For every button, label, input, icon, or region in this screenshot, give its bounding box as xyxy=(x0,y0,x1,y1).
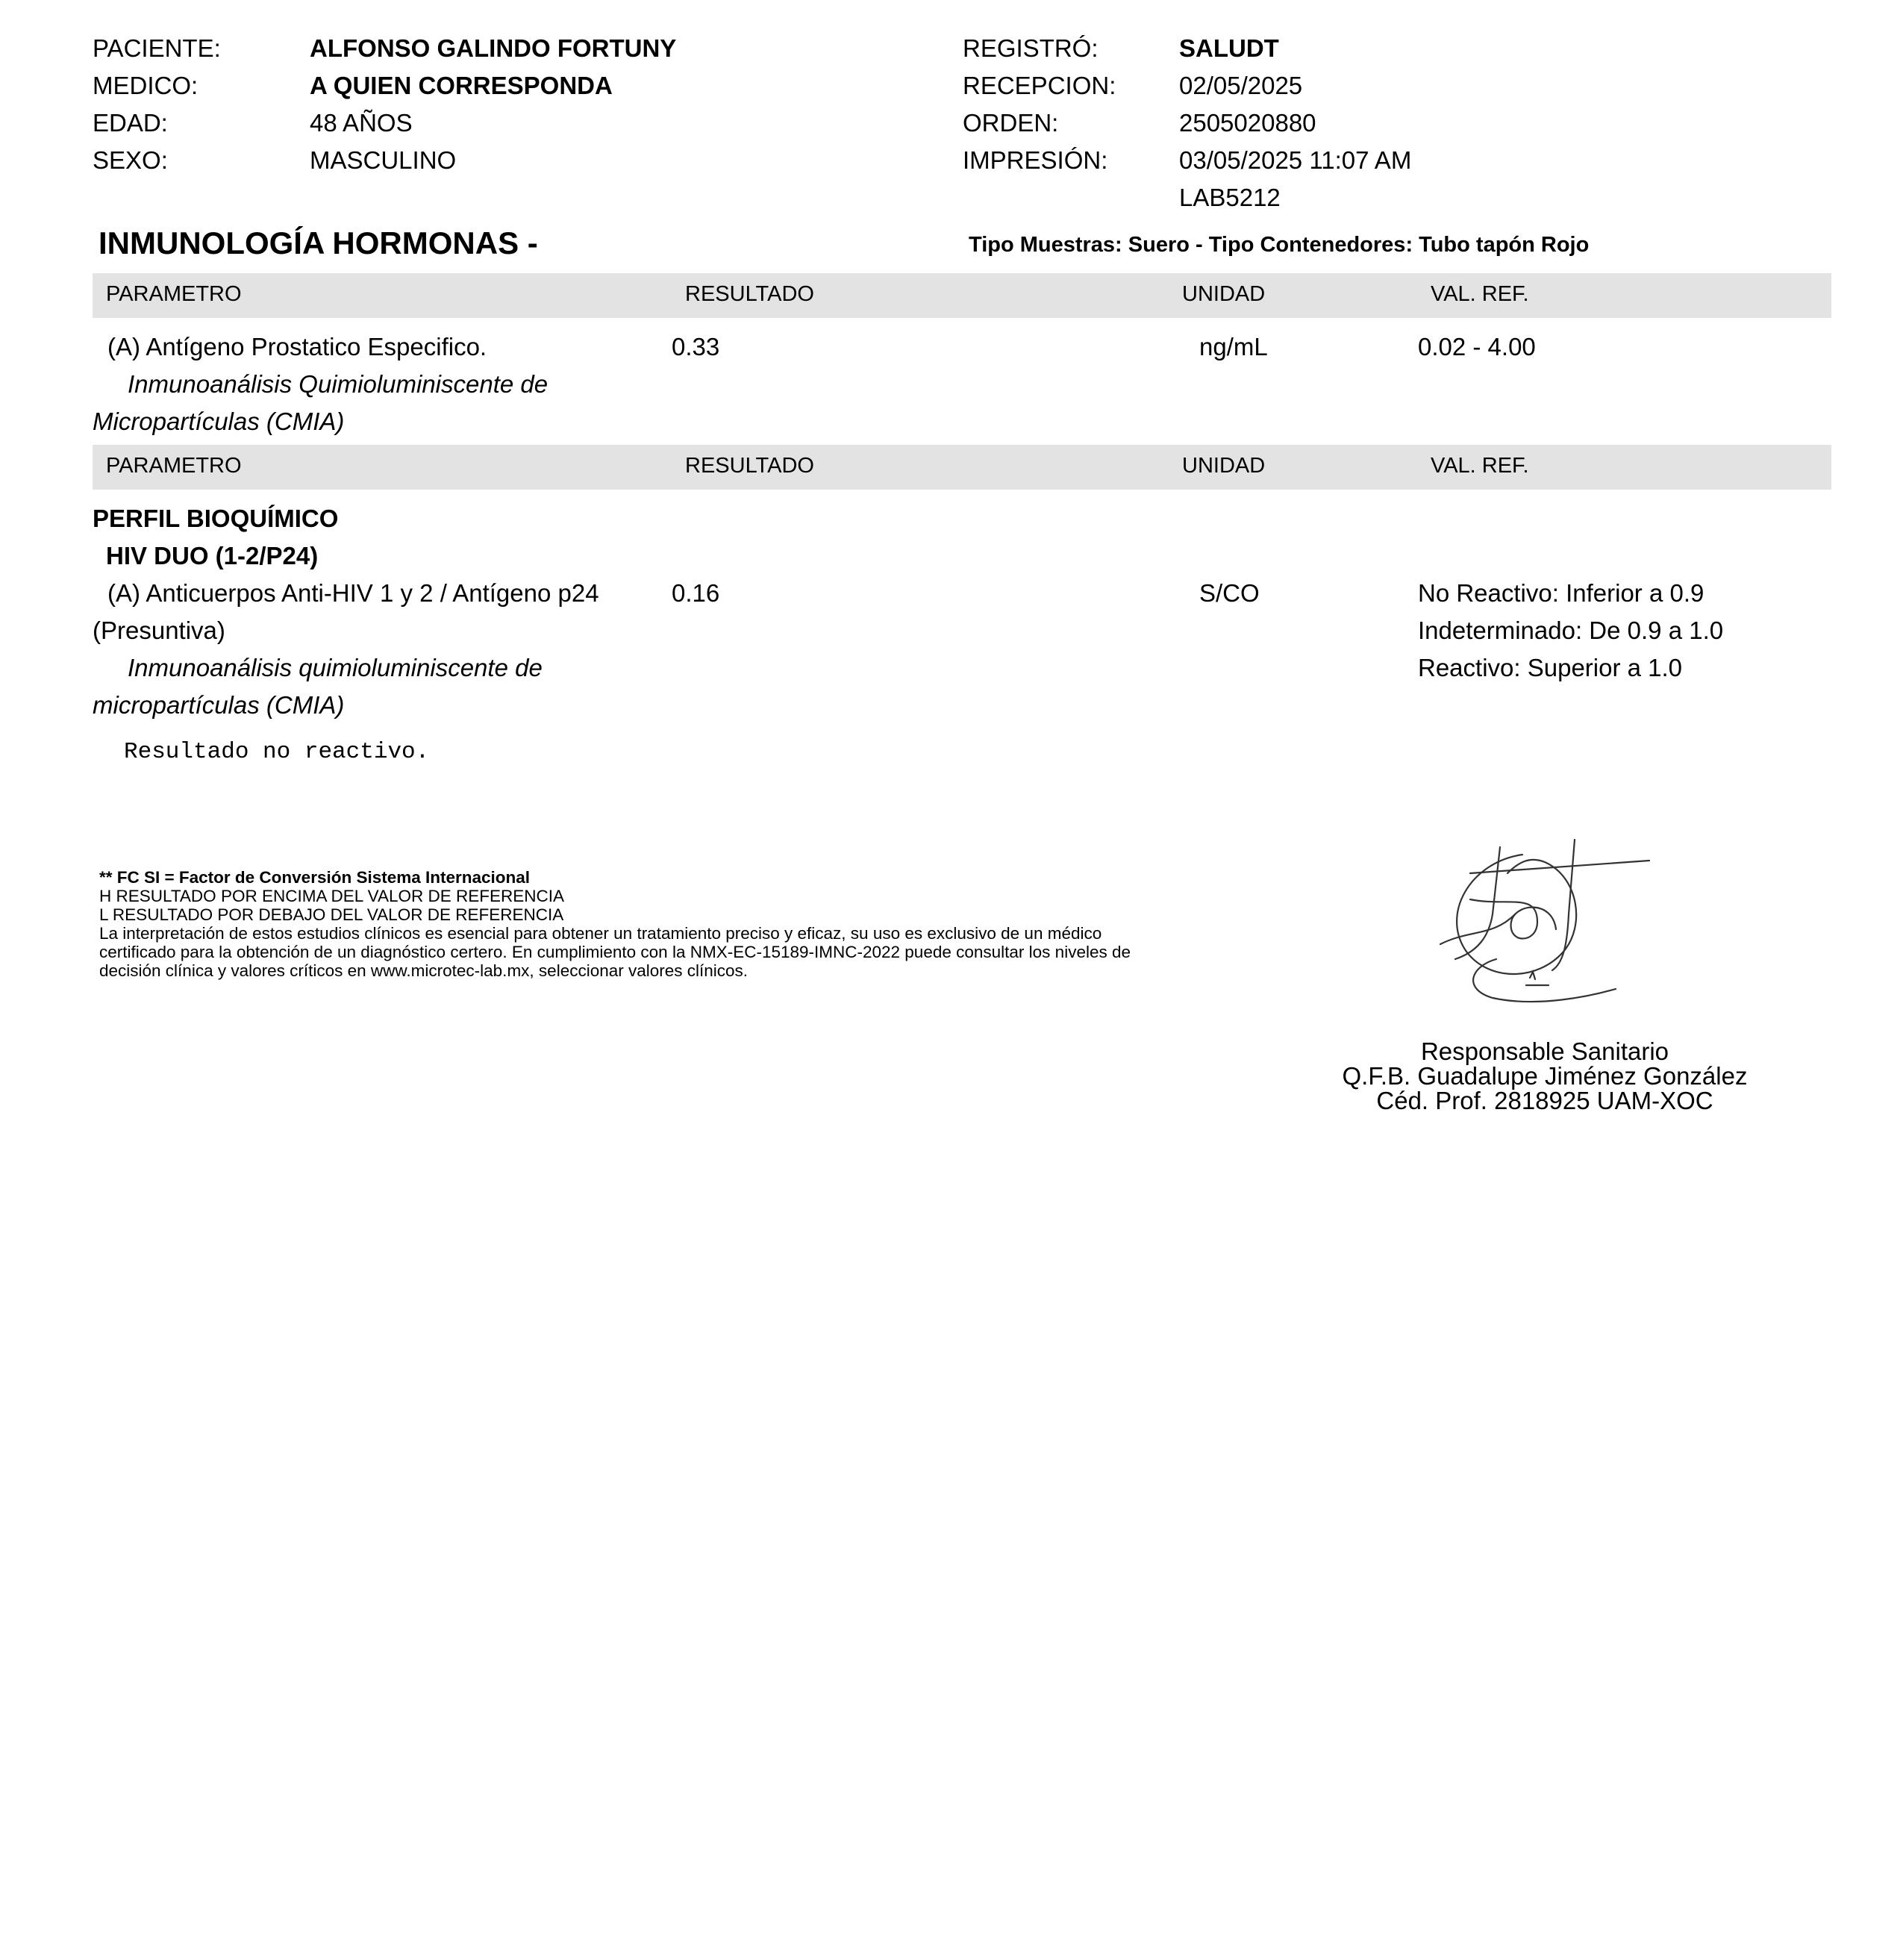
hiv-method-line2: micropartículas (CMIA) xyxy=(93,691,345,719)
psa-method-line1: Inmunoanálisis Quimioluminiscente de xyxy=(128,370,549,398)
signature-role: Responsable Sanitario xyxy=(1420,1037,1669,1065)
footer-note-h: H RESULTADO POR ENCIMA DEL VALOR DE REFERENCIA xyxy=(99,887,565,905)
col-unidad: UNIDAD xyxy=(1182,454,1266,478)
hiv-reference-line3: Reactivo: Superior a 1.0 xyxy=(1418,654,1683,681)
col-val-ref: VAL. REF. xyxy=(1431,454,1529,478)
signature-license: Céd. Prof. 2818925 UAM-XOC xyxy=(1376,1087,1713,1114)
column-header-band xyxy=(93,445,1831,490)
hiv-parameter-name-cont: (Presuntiva) xyxy=(93,617,225,644)
edad-label: EDAD: xyxy=(93,109,168,137)
hiv-reference-line1: No Reactivo: Inferior a 0.9 xyxy=(1418,579,1704,607)
psa-unit: ng/mL xyxy=(1199,333,1268,361)
orden-label: ORDEN: xyxy=(963,109,1059,137)
footer-disclaimer-line1: La interpretación de estos estudios clínicos es esencial para obtener un tratamiento preciso y eficaz, su uso es exclusivo de un médico xyxy=(99,924,1102,943)
registro-value: SALUDT xyxy=(1179,34,1279,62)
signature-image xyxy=(1425,832,1672,1011)
registro-label: REGISTRÓ: xyxy=(963,34,1099,62)
footer-disclaimer-line2: certificado para la obtención de un diagnóstico certero. En cumplimiento con la NMX-EC-15189-IMNC-2022 puede consultar los niveles de xyxy=(99,943,1131,961)
hiv-parameter-name: (A) Anticuerpos Anti-HIV 1 y 2 / Antígeno p24 xyxy=(107,579,599,607)
edad-value: 48 AÑOS xyxy=(310,109,413,137)
sexo-value: MASCULINO xyxy=(310,146,457,174)
signature-name: Q.F.B. Guadalupe Jiménez González xyxy=(1342,1062,1748,1090)
hiv-method-line1: Inmunoanálisis quimioluminiscente de xyxy=(128,654,543,681)
psa-method-line2: Micropartículas (CMIA) xyxy=(93,408,345,435)
footer-note-l: L RESULTADO POR DEBAJO DEL VALOR DE REFERENCIA xyxy=(99,905,564,924)
paciente-label: PACIENTE: xyxy=(93,34,221,62)
col-val-ref: VAL. REF. xyxy=(1431,282,1529,306)
medico-value: A QUIEN CORRESPONDA xyxy=(310,72,613,99)
sample-info: Tipo Muestras: Suero - Tipo Contenedores: Tubo tapón Rojo xyxy=(969,233,1590,257)
footer-disclaimer-line3: decisión clínica y valores críticos en www.microtec-lab.mx, seleccionar valores clínicos. xyxy=(99,961,749,980)
impresion-label: IMPRESIÓN: xyxy=(963,146,1108,174)
hiv-result: 0.16 xyxy=(672,579,720,607)
lab-code: LAB5212 xyxy=(1179,184,1281,211)
impresion-value: 03/05/2025 11:07 AM xyxy=(1179,146,1412,174)
hiv-reference-line2: Indeterminado: De 0.9 a 1.0 xyxy=(1418,617,1724,644)
col-resultado: RESULTADO xyxy=(685,282,814,306)
col-unidad: UNIDAD xyxy=(1182,282,1266,306)
test-subgroup-title: HIV DUO (1-2/P24) xyxy=(106,542,319,569)
psa-reference: 0.02 - 4.00 xyxy=(1418,333,1536,361)
psa-result: 0.33 xyxy=(672,333,720,361)
paciente-value: ALFONSO GALINDO FORTUNY xyxy=(310,34,677,62)
hiv-unit: S/CO xyxy=(1199,579,1260,607)
col-resultado: RESULTADO xyxy=(685,454,814,478)
col-parametro: PARAMETRO xyxy=(106,282,242,306)
psa-parameter-name: (A) Antígeno Prostatico Especifico. xyxy=(107,333,487,361)
orden-value: 2505020880 xyxy=(1179,109,1316,137)
section-title: INMUNOLOGÍA HORMONAS - xyxy=(99,225,538,260)
medico-label: MEDICO: xyxy=(93,72,199,99)
result-comment: Resultado no reactivo. xyxy=(124,739,430,765)
profile-group-title: PERFIL BIOQUÍMICO xyxy=(93,505,339,532)
recepcion-label: RECEPCION: xyxy=(963,72,1116,99)
col-parametro: PARAMETRO xyxy=(106,454,242,478)
column-header-band xyxy=(93,273,1831,318)
footer-note-fc: ** FC SI = Factor de Conversión Sistema Internacional xyxy=(99,868,531,887)
recepcion-value: 02/05/2025 xyxy=(1179,72,1303,99)
sexo-label: SEXO: xyxy=(93,146,168,174)
